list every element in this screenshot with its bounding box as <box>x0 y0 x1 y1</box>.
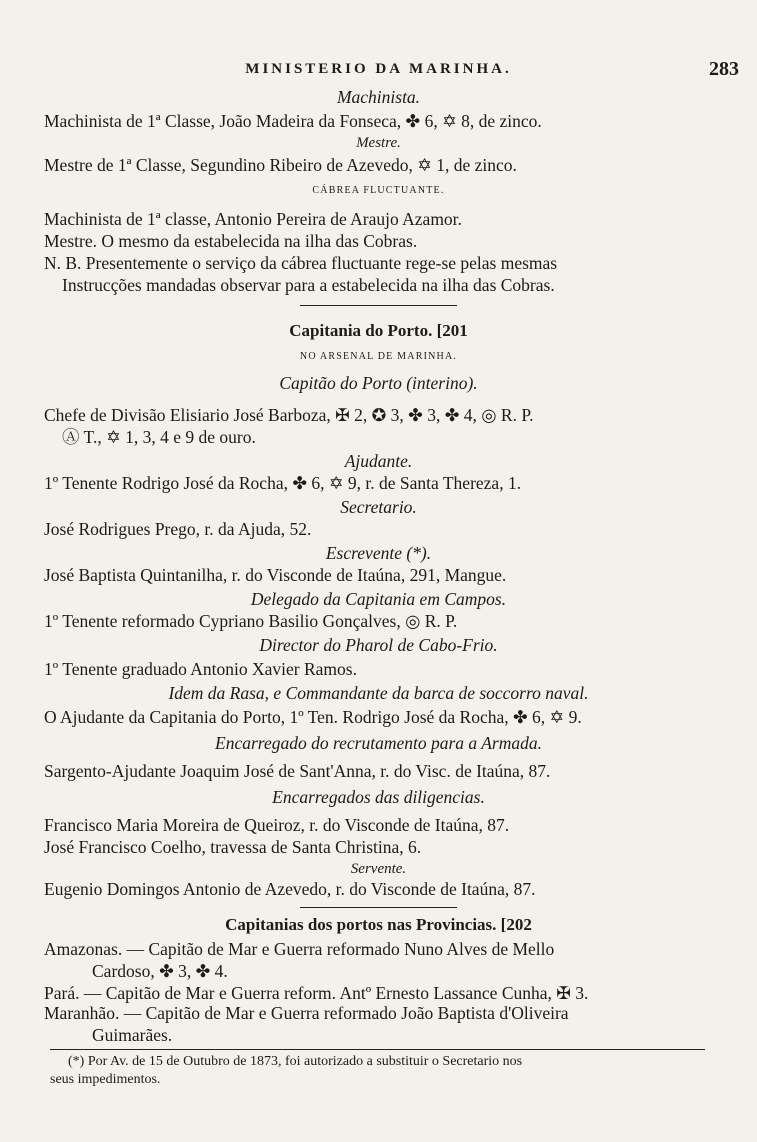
heading-secretario: Secretario. <box>340 497 417 517</box>
note-nb-line2: Instrucções mandadas observar para a estabelecida na ilha das Cobras. <box>62 275 555 295</box>
footnote-line2: seus impedimentos. <box>50 1072 161 1087</box>
entry-pharol: 1º Tenente graduado Antonio Xavier Ramos. <box>44 659 357 679</box>
entry-ajudante: 1º Tenente Rodrigo José da Rocha, ✤ 6, ✡ 9, r. de Santa Thereza, 1. <box>44 473 522 493</box>
heading-escrevente: Escrevente (*). <box>325 543 432 563</box>
entry-capitao-line2: Ⓐ T., ✡ 1, 3, 4 e 9 de ouro. <box>62 427 256 447</box>
entry-amazonas-line1: Amazonas. — Capitão de Mar e Guerra reformado Nuno Alves de Mello <box>44 939 555 959</box>
note-nb-line1: N. B. Presentemente o serviço da cábrea fluctuante rege-se pelas mesmas <box>44 253 558 273</box>
subheading-arsenal: NO ARSENAL DE MARINHA. <box>299 351 458 362</box>
footnote-line1: (*) Por Av. de 15 de Outubro de 1873, foi autorizado a substituir o Secretario nos <box>68 1054 523 1069</box>
section-title-provincias: Capitanias dos portos nas Provincias. [202 <box>225 915 532 934</box>
heading-ajudante: Ajudante. <box>344 451 413 471</box>
entry-mestre: Mestre de 1ª Classe, Segundino Ribeiro de Azevedo, ✡ 1, de zinco. <box>44 155 517 175</box>
entry-cabrea-machinista: Machinista de 1ª classe, Antonio Pereira de Araujo Azamor. <box>44 209 462 229</box>
entry-capitao-line1: Chefe de Divisão Elisiario José Barboza, ✠ 2, ✪ 3, ✤ 3, ✤ 4, ◎ R. P. <box>44 405 534 425</box>
heading-recrutamento: Encarregado do recrutamento para a Armada. <box>215 733 542 753</box>
entry-secretario: José Rodrigues Prego, r. da Ajuda, 52. <box>44 519 312 539</box>
entry-maranhao-line2: Guimarães. <box>92 1025 173 1045</box>
heading-machinista: Machinista. <box>336 87 421 107</box>
heading-cabrea: CÁBREA FLUCTUANTE. <box>312 185 445 196</box>
heading-pharol: Director do Pharol de Cabo-Frio. <box>259 635 498 655</box>
entry-escrevente: José Baptista Quintanilha, r. do Visconde de Itaúna, 291, Mangue. <box>44 565 507 585</box>
section-divider-2 <box>300 907 457 908</box>
entry-rasa: O Ajudante da Capitania do Porto, 1º Ten. Rodrigo José da Rocha, ✤ 6, ✡ 9. <box>44 707 582 727</box>
running-header: MINISTERIO DA MARINHA. <box>245 61 512 77</box>
entry-recrutamento: Sargento-Ajudante Joaquim José de Sant'Anna, r. do Visc. de Itaúna, 87. <box>44 761 551 781</box>
entry-amazonas-line2: Cardoso, ✤ 3, ✤ 4. <box>92 961 228 981</box>
page-number: 283 <box>709 58 739 80</box>
entry-para: Pará. — Capitão de Mar e Guerra reform. Antº Ernesto Lassance Cunha, ✠ 3. <box>44 983 589 1003</box>
entry-diligencias-1: Francisco Maria Moreira de Queiroz, r. do Visconde de Itaúna, 87. <box>44 815 510 835</box>
heading-capitao: Capitão do Porto (interino). <box>279 373 478 393</box>
heading-diligencias: Encarregados das diligencias. <box>272 787 485 807</box>
heading-delegado: Delegado da Capitania em Campos. <box>250 589 507 609</box>
entry-machinista: Machinista de 1ª Classe, João Madeira da Fonseca, ✤ 6, ✡ 8, de zinco. <box>44 111 542 131</box>
section-divider <box>300 305 457 306</box>
heading-mestre: Mestre. <box>356 135 401 151</box>
heading-servente: Servente. <box>350 861 407 877</box>
entry-maranhao-line1: Maranhão. — Capitão de Mar e Guerra reformado João Baptista d'Oliveira <box>44 1003 569 1023</box>
section-title-capitania: Capitania do Porto. [201 <box>289 321 468 340</box>
entry-diligencias-2: José Francisco Coelho, travessa de Santa Christina, 6. <box>44 837 422 857</box>
heading-rasa: Idem da Rasa, e Commandante da barca de soccorro naval. <box>168 683 589 703</box>
entry-servente: Eugenio Domingos Antonio de Azevedo, r. do Visconde de Itaúna, 87. <box>44 879 536 899</box>
entry-delegado: 1º Tenente reformado Cypriano Basilio Gonçalves, ◎ R. P. <box>44 611 458 631</box>
footnote-divider <box>50 1049 705 1050</box>
entry-cabrea-mestre: Mestre. O mesmo da estabelecida na ilha das Cobras. <box>44 231 418 251</box>
